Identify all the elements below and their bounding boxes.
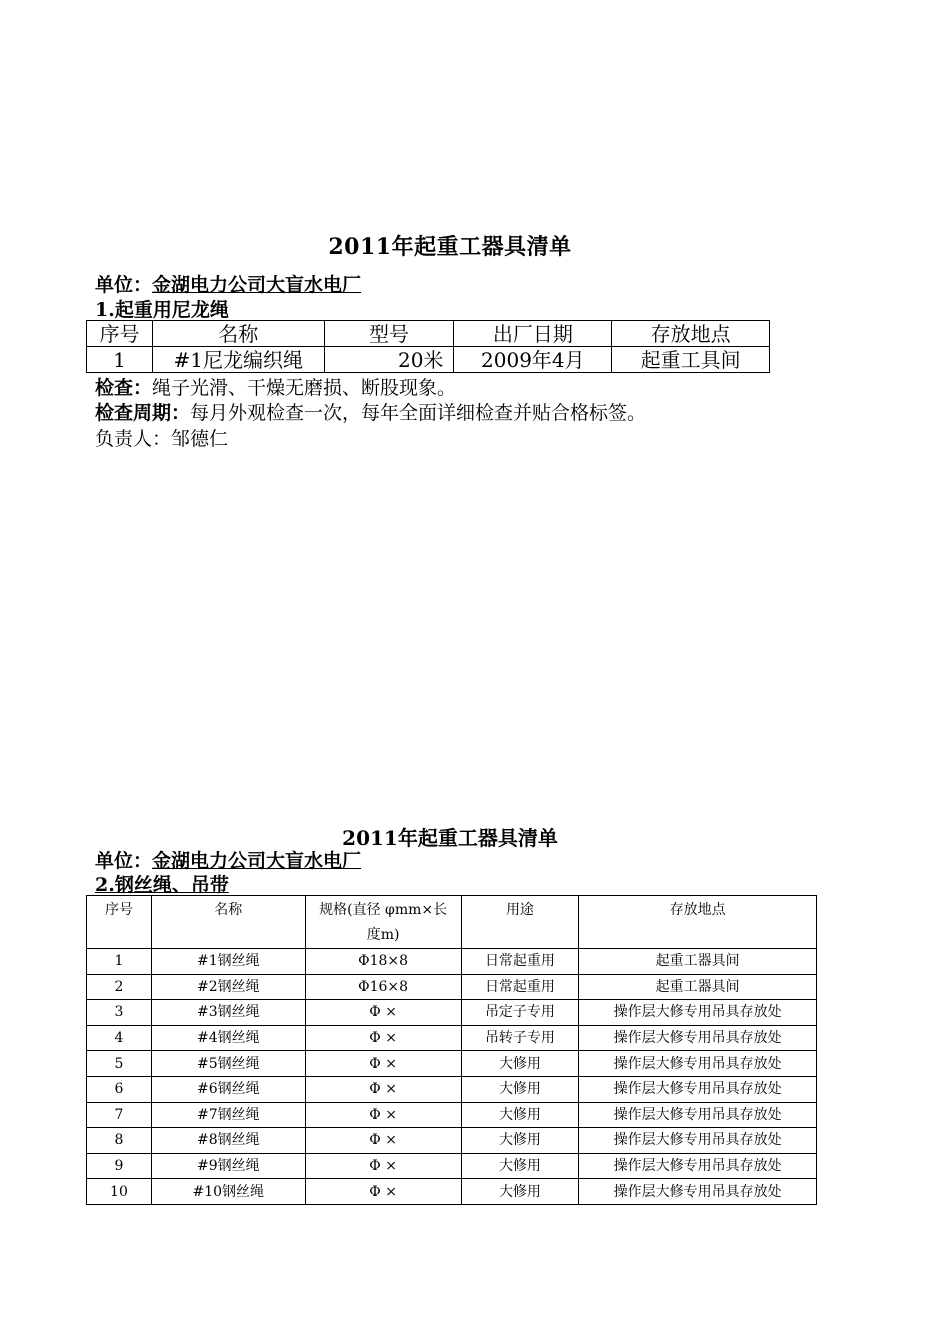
table-row [87, 1051, 817, 1077]
table-row [87, 1025, 817, 1051]
table-row [87, 974, 817, 1000]
table-cell: Φ × [305, 1076, 461, 1102]
section2-heading: 2.钢丝绳、吊带 [95, 874, 229, 896]
table-cell: 大修用 [461, 1179, 579, 1205]
table-cell: Φ × [305, 1000, 461, 1026]
owner-line: 负责人：邹德仁 [95, 428, 229, 450]
header-cell: 出厂日期 [454, 321, 612, 347]
table-header-row [87, 321, 770, 347]
table-cell: Φ16×8 [305, 974, 461, 1000]
table-cell: 操作层大修专用吊具存放处 [579, 1076, 817, 1102]
cycle-line [95, 398, 646, 425]
table-cell: 大修用 [461, 1076, 579, 1102]
check-label: 检查： [95, 377, 153, 399]
table-cell: 10 [87, 1179, 152, 1205]
table-cell: 2009年4月 [454, 347, 612, 373]
header-cell: 序号 [87, 321, 153, 347]
table-cell: 大修用 [461, 1051, 579, 1077]
table-cell: 操作层大修专用吊具存放处 [579, 1102, 817, 1128]
table-cell: #8钢丝绳 [151, 1128, 305, 1154]
table-cell: #5钢丝绳 [151, 1051, 305, 1077]
table-cell: 20米 [324, 347, 454, 373]
table-cell: Φ × [305, 1179, 461, 1205]
header-cell: 规格(直径 φmm×长度m) [305, 896, 461, 949]
nylon-rope-table [86, 320, 770, 373]
table-cell: 3 [87, 1000, 152, 1026]
section2-title: 2011年起重工器具清单 [342, 826, 558, 850]
cycle-label: 检查周期： [95, 402, 191, 424]
table-cell: 7 [87, 1102, 152, 1128]
table-cell: #7钢丝绳 [151, 1102, 305, 1128]
table-cell: 大修用 [461, 1102, 579, 1128]
table-cell: 操作层大修专用吊具存放处 [579, 1153, 817, 1179]
wire-rope-table [86, 895, 817, 1205]
table-cell: 操作层大修专用吊具存放处 [579, 1025, 817, 1051]
table-cell: 4 [87, 1025, 152, 1051]
header-cell: 名称 [152, 321, 324, 347]
table-cell: Φ18×8 [305, 949, 461, 975]
table-row [87, 949, 817, 975]
table-cell: 操作层大修专用吊具存放处 [579, 1051, 817, 1077]
table-cell: Φ × [305, 1051, 461, 1077]
section1-heading: 1.起重用尼龙绳 [95, 299, 229, 321]
table-cell: #10钢丝绳 [151, 1179, 305, 1205]
table-header-row [87, 896, 817, 949]
table-cell: #3钢丝绳 [151, 1000, 305, 1026]
table-cell: 6 [87, 1076, 152, 1102]
table-cell: #1钢丝绳 [151, 949, 305, 975]
table-cell: #9钢丝绳 [151, 1153, 305, 1179]
table-cell: 日常起重用 [461, 949, 579, 975]
table-cell: 起重工具间 [612, 347, 770, 373]
header-cell: 用途 [461, 896, 579, 949]
section1-unit-value: 金湖电力公司大盲水电厂 [152, 274, 362, 296]
table-cell: Φ × [305, 1025, 461, 1051]
check-text: 绳子光滑、干燥无磨损、断股现象。 [152, 377, 457, 399]
table-cell: 1 [87, 347, 153, 373]
table-cell: 9 [87, 1153, 152, 1179]
table-row [87, 1153, 817, 1179]
table-row [87, 347, 770, 373]
table-cell: 日常起重用 [461, 974, 579, 1000]
table-cell: 吊转子专用 [461, 1025, 579, 1051]
cycle-text: 每月外观检查一次，每年全面详细检查并贴合格标签。 [190, 402, 647, 424]
table-cell: #6钢丝绳 [151, 1076, 305, 1102]
table-cell: 操作层大修专用吊具存放处 [579, 1179, 817, 1205]
table-cell: 2 [87, 974, 152, 1000]
table-row [87, 1076, 817, 1102]
header-cell: 存放地点 [579, 896, 817, 949]
header-cell: 型号 [324, 321, 454, 347]
table-cell: Φ × [305, 1102, 461, 1128]
table-cell: #4钢丝绳 [151, 1025, 305, 1051]
table-cell: 大修用 [461, 1128, 579, 1154]
table-cell: 操作层大修专用吊具存放处 [579, 1128, 817, 1154]
header-cell: 存放地点 [612, 321, 770, 347]
section1-unit-line [95, 270, 361, 297]
table-cell: #2钢丝绳 [151, 974, 305, 1000]
section2-unit-label: 单位： [95, 850, 153, 872]
table-row [87, 1179, 817, 1205]
section1-unit-label: 单位： [95, 274, 153, 296]
table-cell: 5 [87, 1051, 152, 1077]
section2-unit-value: 金湖电力公司大盲水电厂 [152, 850, 362, 872]
check-line [95, 373, 456, 400]
table-cell: 吊定子专用 [461, 1000, 579, 1026]
section1-title: 2011年起重工器具清单 [328, 234, 572, 260]
table-cell: 大修用 [461, 1153, 579, 1179]
table-cell: 起重工器具间 [579, 974, 817, 1000]
table-cell: Φ × [305, 1128, 461, 1154]
header-cell: 序号 [87, 896, 152, 949]
table-row [87, 1000, 817, 1026]
wire-rope-table-body [87, 949, 817, 1205]
table-row [87, 1102, 817, 1128]
table-row [87, 1128, 817, 1154]
table-cell: 1 [87, 949, 152, 975]
table-cell: Φ × [305, 1153, 461, 1179]
table-cell: 起重工器具间 [579, 949, 817, 975]
table-cell: 操作层大修专用吊具存放处 [579, 1000, 817, 1026]
section2-unit-line [95, 846, 361, 873]
header-cell: 名称 [151, 896, 305, 949]
table-cell: #1尼龙编织绳 [152, 347, 324, 373]
table-cell: 8 [87, 1128, 152, 1154]
